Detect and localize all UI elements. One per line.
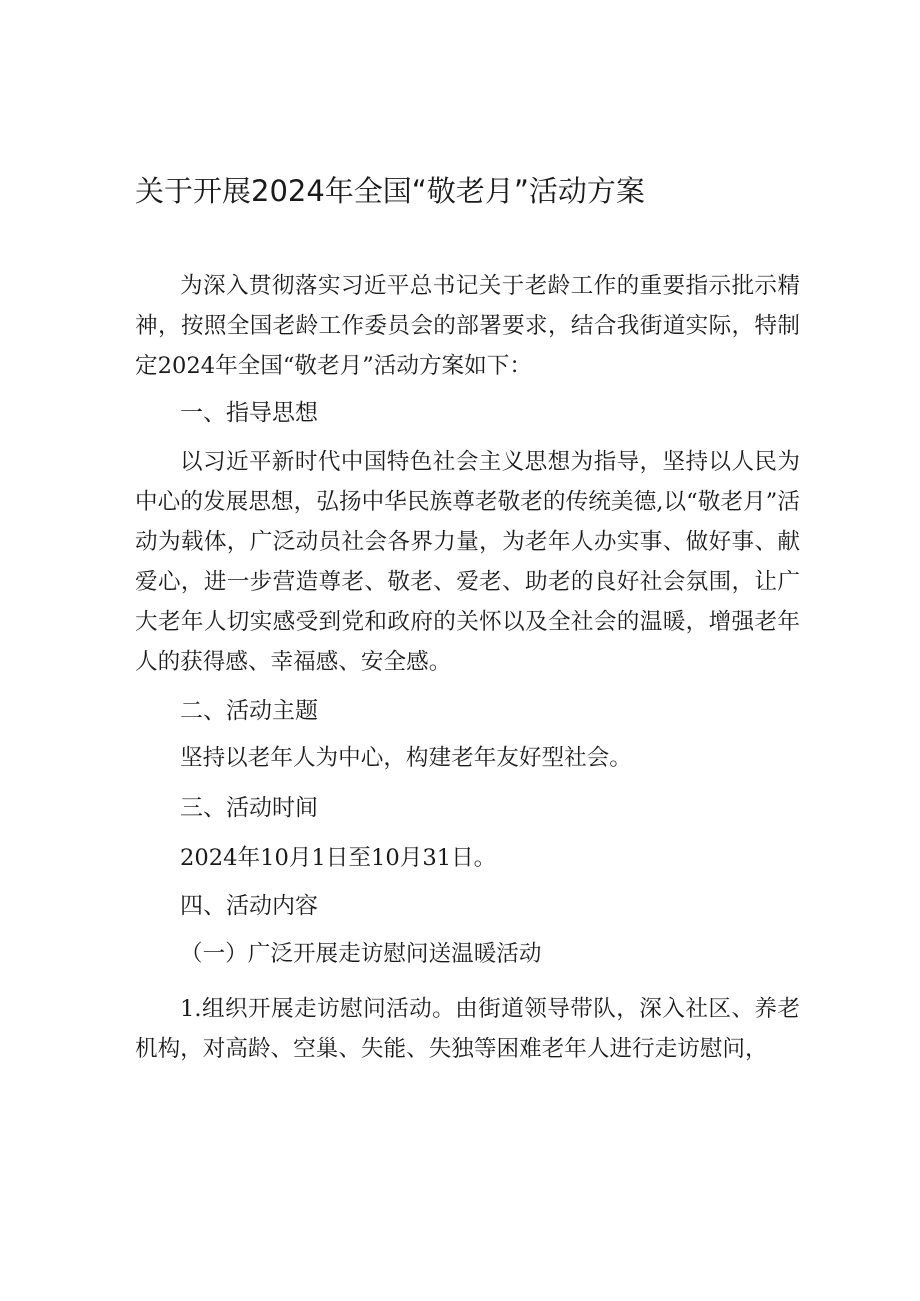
section-heading-guiding-ideology: 一、指导思想 <box>180 400 318 426</box>
document-title: 关于开展2024年全国“敬老月”活动方案 <box>135 174 645 208</box>
section-heading-theme: 二、活动主题 <box>180 698 318 724</box>
section-body-time: 2024年10月1日至10月31日。 <box>180 845 497 871</box>
section-heading-content: 四、活动内容 <box>180 893 318 919</box>
section-body-guiding-ideology: 以习近平新时代中国特色社会主义思想为指导，坚持以人民为中心的发展思想，弘扬中华民族尊老敬老的传统美德,以“敬老月”活动为载体，广泛动员社会各界力量，为老年人办实事、做好事、献爱心，进一步营造尊老、敬老、爱老、助老的良好社会氛围，让广大老年人切实感受到党和政府的关怀以及全社会的温暖，增强老年人的获得感、幸福感、安全感。 <box>135 449 800 675</box>
section-item-visits: 1.组织开展走访慰问活动。由街道领导带队，深入社区、养老机构，对高龄、空巢、失能、失独等困难老年人进行走访慰问， <box>135 996 800 1062</box>
section-body-theme: 坚持以老年人为中心，构建老年友好型社会。 <box>180 745 632 771</box>
section-subheading-visits: （一）广泛开展走访慰问送温暖活动 <box>180 941 542 967</box>
document-body <box>135 266 800 1069</box>
intro-paragraph: 为深入贯彻落实习近平总书记关于老龄工作的重要指示批示精神，按照全国老龄工作委员会的部署要求，结合我街道实际，特制定2024年全国“敬老月”活动方案如下： <box>135 273 800 379</box>
section-heading-time: 三、活动时间 <box>180 795 318 821</box>
